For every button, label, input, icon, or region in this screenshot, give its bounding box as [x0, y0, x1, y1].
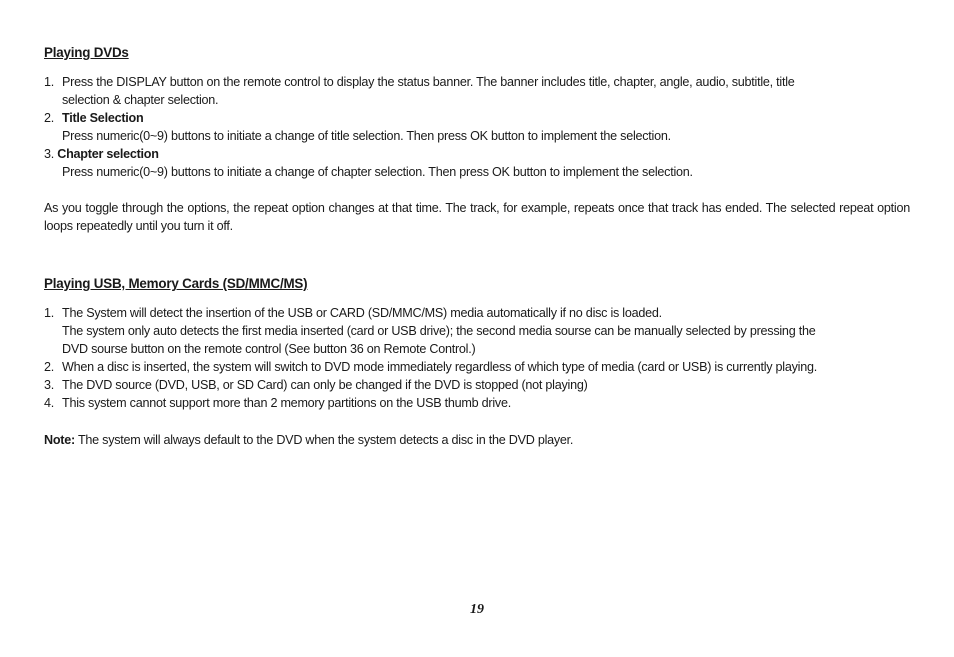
list-text: The DVD source (DVD, USB, or SD Card) can only be changed if the DVD is stopped (not playing): [62, 378, 588, 392]
dvd-list-item-1: [44, 73, 795, 91]
dvd-list-item-3: [44, 145, 159, 163]
list-number: 4.: [44, 396, 55, 410]
list-number: 3.: [44, 378, 55, 392]
page-number: 19: [470, 602, 484, 617]
list-number: 2.: [44, 111, 55, 125]
dvd-repeat-paragraph: As you toggle through the options, the repeat option changes at that time. The track, for example, repeats once that track has ended. The selected repeat option loops repeatedly until you turn it off.: [44, 201, 910, 233]
list-number: 1.: [44, 75, 55, 89]
list-number: 1.: [44, 306, 55, 320]
list-text: Press the DISPLAY button on the remote control to display the status banner. The banner includes title, chapter, angle, audio, subtitle, title: [62, 75, 795, 89]
dvd-list-item-1-cont: selection & chapter selection.: [62, 93, 219, 107]
usb-list-item-2: [44, 358, 817, 376]
section-heading-dvd: Playing DVDs: [44, 45, 129, 60]
dvd-list-item-2-text: Press numeric(0~9) buttons to initiate a change of title selection. Then press OK button to implement the selection.: [62, 129, 671, 143]
section-heading-usb: Playing USB, Memory Cards (SD/MMC/MS): [44, 276, 308, 291]
usb-list-item-4: [44, 394, 511, 412]
usb-list-item-1: [44, 304, 662, 322]
note-label: Note:: [44, 433, 75, 447]
list-text: This system cannot support more than 2 memory partitions on the USB thumb drive.: [62, 396, 511, 410]
list-number: 3.: [44, 147, 55, 161]
usb-list-item-1-line3: DVD sourse button on the remote control (See button 36 on Remote Control.): [62, 342, 476, 356]
usb-list-item-3: [44, 376, 588, 394]
note-text: The system will always default to the DVD when the system detects a disc in the DVD player.: [74, 433, 574, 447]
item-title: Title Selection: [62, 111, 144, 125]
note-line: [44, 431, 573, 449]
list-number: 2.: [44, 360, 55, 374]
dvd-list-item-2: [44, 109, 143, 127]
list-text: When a disc is inserted, the system will switch to DVD mode immediately regardless of which type of media (card or USB) is currently playing.: [62, 360, 817, 374]
dvd-list-item-3-text: Press numeric(0~9) buttons to initiate a change of chapter selection. Then press OK button to implement the selection.: [62, 165, 693, 179]
item-title: Chapter selection: [57, 147, 159, 161]
usb-list-item-1-line2: The system only auto detects the first media inserted (card or USB drive); the second media sourse can be manually selected by pressing the: [62, 324, 816, 338]
list-text: The System will detect the insertion of the USB or CARD (SD/MMC/MS) media automatically if no disc is loaded.: [62, 306, 662, 320]
